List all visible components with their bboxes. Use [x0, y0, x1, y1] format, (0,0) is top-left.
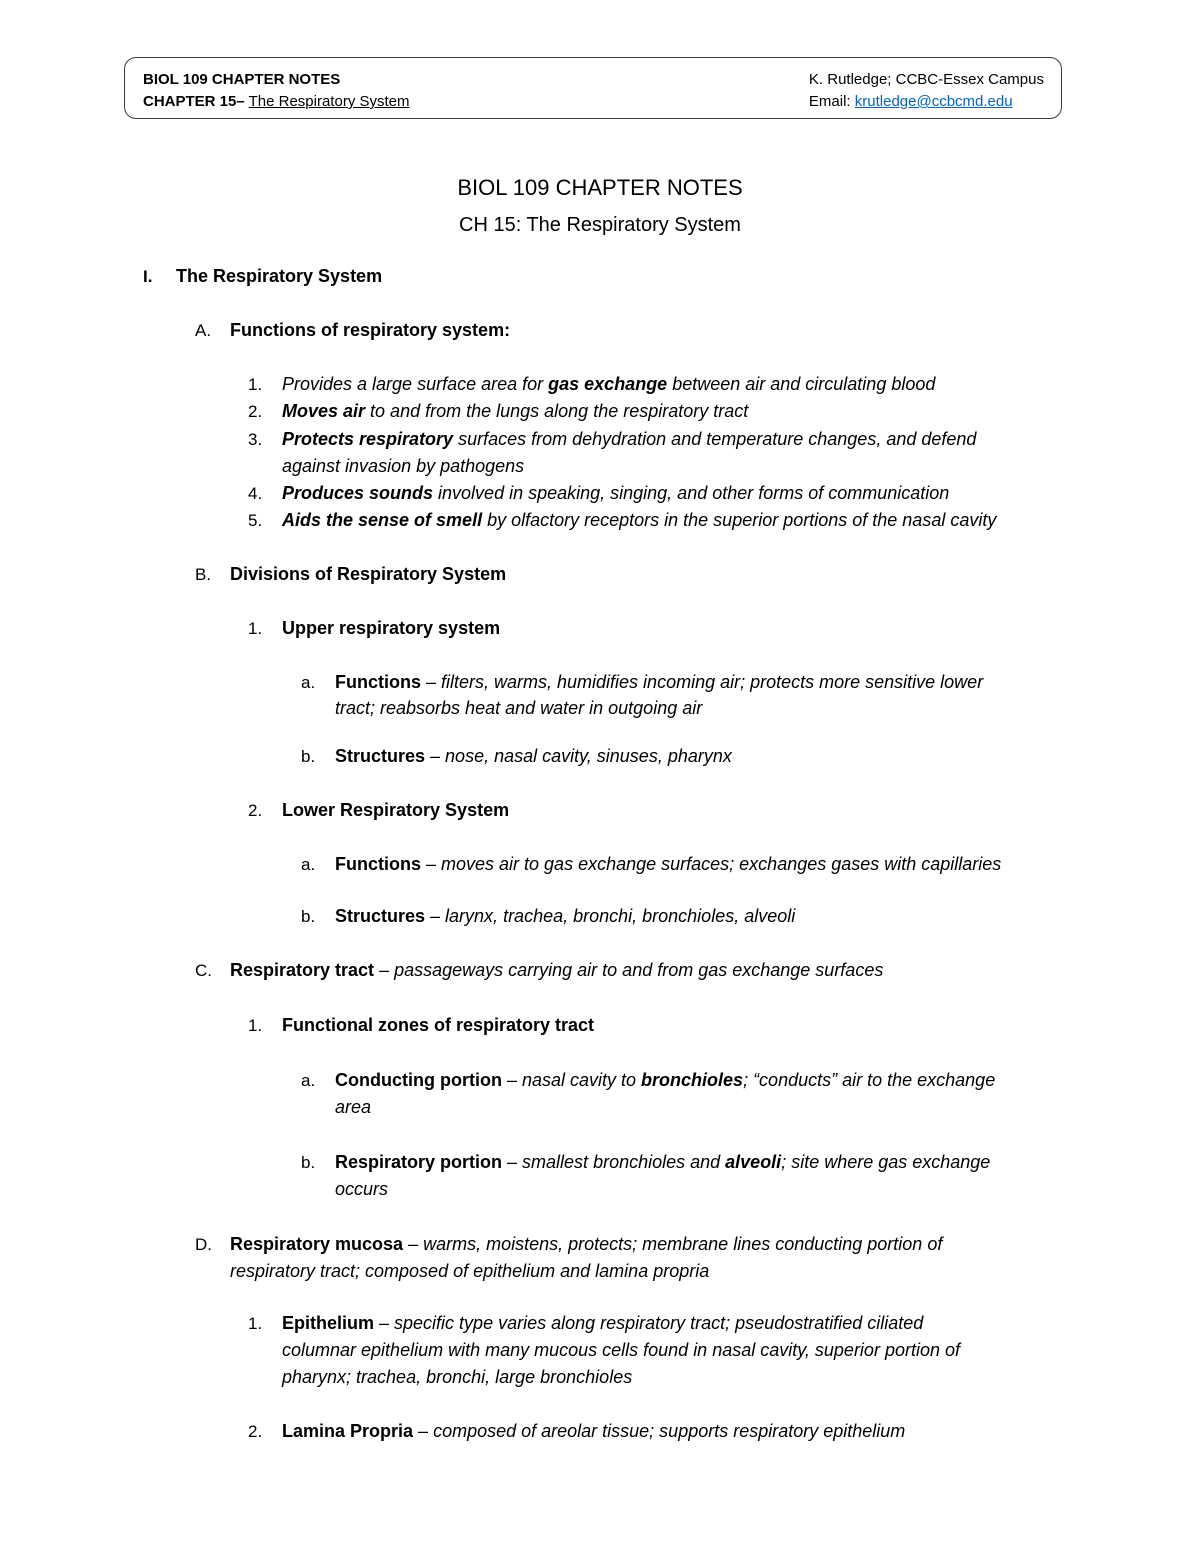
list-marker: a. — [301, 673, 316, 692]
header-email-line: Email: krutledge@ccbcmd.edu — [808, 93, 1013, 110]
list-item-function-2: Moves air to and from the lungs along the respiratory tract — [282, 401, 749, 421]
list-marker: a. — [301, 855, 316, 874]
header-left — [143, 69, 410, 113]
lower-structures-item: Structures – larynx, trachea, bronchi, bronchioles, alveoli — [335, 906, 796, 926]
header-author: K. Rutledge; CCBC-Essex Campus — [808, 71, 1044, 88]
upper-functions-item-cont: tract; reabsorbs heat and water in outgoing air — [335, 698, 703, 718]
list-item-function-3: Protects respiratory surfaces from dehydration and temperature changes, and defend — [282, 429, 977, 449]
list-item-function-5: Aids the sense of smell by olfactory receptors in the superior portions of the nasal cavity — [282, 510, 997, 530]
epithelium-item-cont-2: pharynx; trachea, bronchi, large bronchioles — [282, 1367, 633, 1387]
list-marker: 1. — [248, 619, 263, 638]
list-marker: 3. — [248, 430, 263, 449]
document-title: BIOL 109 CHAPTER NOTES — [457, 175, 743, 200]
respiratory-portion-item: Respiratory portion – smallest bronchioles and alveoli; site where gas exchange — [335, 1152, 991, 1172]
subsection-marker-d: D. — [195, 1235, 212, 1254]
email-link[interactable]: krutledge@ccbcmd.edu — [854, 93, 1013, 110]
respiratory-portion-item-cont: occurs — [335, 1179, 389, 1199]
document-subtitle: CH 15: The Respiratory System — [459, 214, 741, 236]
page-header — [124, 57, 1062, 119]
list-marker: 1. — [248, 1314, 263, 1333]
list-marker: 2. — [248, 1422, 263, 1441]
list-marker: 5. — [248, 511, 263, 530]
list-item-function-4: Produces sounds involved in speaking, singing, and other forms of communication — [282, 483, 950, 503]
upper-functions-item: Functions – filters, warms, humidifies incoming air; protects more sensitive lower — [335, 672, 984, 692]
list-marker: 4. — [248, 484, 263, 503]
list-marker: 1. — [248, 375, 263, 394]
list-marker: b. — [301, 747, 316, 766]
list-marker: 2. — [248, 402, 263, 421]
list-marker: 1. — [248, 1016, 263, 1035]
subsection-heading-divisions: Divisions of Respiratory System — [230, 564, 507, 584]
header-course: BIOL 109 CHAPTER NOTES — [143, 71, 341, 88]
conducting-portion-item: Conducting portion – nasal cavity to bronchioles; “conducts” air to the exchange — [335, 1070, 996, 1090]
list-marker: b. — [301, 907, 316, 926]
upper-structures-item: Structures – nose, nasal cavity, sinuses, pharynx — [335, 746, 732, 766]
epithelium-item: Epithelium – specific type varies along respiratory tract; pseudostratified ciliated — [282, 1313, 924, 1333]
header-right — [809, 69, 1044, 113]
subsection-marker-c: C. — [195, 961, 212, 980]
epithelium-item-cont-1: columnar epithelium with many mucous cells found in nasal cavity, superior portion of — [282, 1340, 960, 1360]
list-item-function-3-cont: against invasion by pathogens — [282, 456, 525, 476]
lower-respiratory-heading: Lower Respiratory System — [282, 800, 510, 820]
subsection-marker-b: B. — [195, 565, 212, 584]
conducting-portion-item-cont: area — [335, 1097, 372, 1117]
list-marker: a. — [301, 1071, 316, 1090]
lamina-propria-item: Lamina Propria – composed of areolar tissue; supports respiratory epithelium — [282, 1421, 906, 1441]
header-chapter-title: The Respiratory System — [248, 93, 410, 110]
subsection-marker-a: A. — [195, 321, 212, 340]
section-heading: The Respiratory System — [176, 266, 383, 286]
list-marker: b. — [301, 1153, 316, 1172]
functional-zones-heading: Functional zones of respiratory tract — [282, 1015, 595, 1035]
respiratory-tract-item: Respiratory tract – passageways carrying air to and from gas exchange surfaces — [230, 960, 884, 980]
subsection-heading-functions: Functions of respiratory system: — [230, 320, 511, 340]
list-item-function-1: Provides a large surface area for gas exchange between air and circulating blood — [282, 374, 936, 394]
header-chapter: CHAPTER 15– The Respiratory System — [143, 93, 410, 110]
list-marker: 2. — [248, 801, 263, 820]
respiratory-mucosa-item: Respiratory mucosa – warms, moistens, protects; membrane lines conducting portion of — [230, 1234, 943, 1254]
lower-functions-item: Functions – moves air to gas exchange surfaces; exchanges gases with capillaries — [335, 854, 1002, 874]
respiratory-mucosa-item-cont: respiratory tract; composed of epithelium and lamina propria — [230, 1261, 710, 1281]
upper-respiratory-heading: Upper respiratory system — [282, 618, 501, 638]
section-marker: I. — [143, 267, 153, 286]
